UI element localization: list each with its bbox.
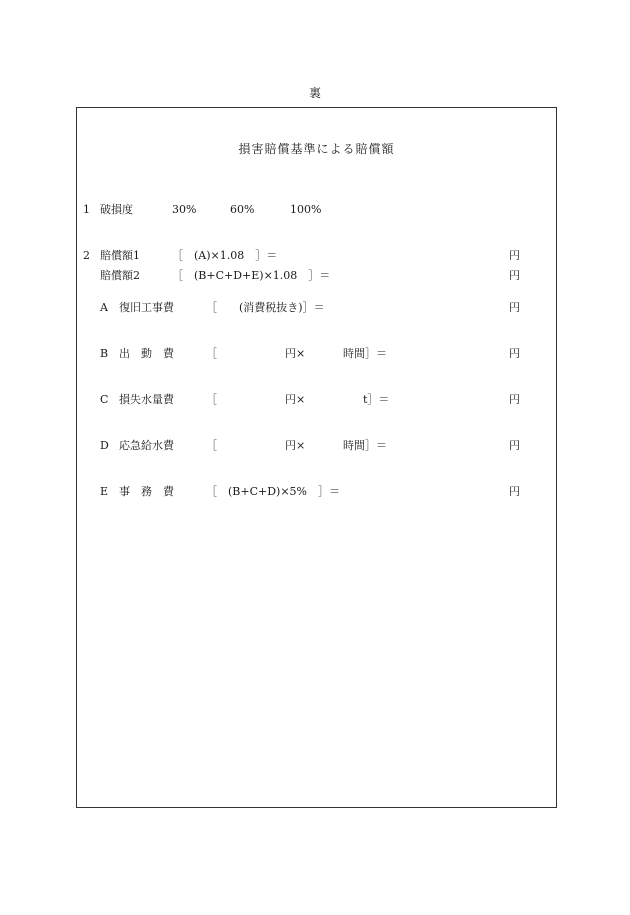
item-end: 時間］＝: [343, 439, 387, 452]
item-letter: E: [100, 485, 109, 498]
item-bracket: ［: [206, 347, 217, 360]
item-name: 損失水量費: [119, 393, 174, 406]
document-title: 損害賠償基準による賠償額: [238, 142, 395, 156]
damage-degree-label: 破損度: [100, 203, 133, 216]
damage-level-60: 60%: [230, 203, 255, 216]
item-end: t］＝: [363, 393, 390, 406]
item-rate: 円×: [285, 347, 306, 360]
compensation-2-formula: ［ (B+C+D+E)×1.08 ］＝: [172, 269, 331, 282]
compensation-2-unit: 円: [509, 269, 520, 282]
damage-level-30: 30%: [172, 203, 197, 216]
item-formula: ［ (B+C+D)×5% ］＝: [206, 485, 341, 498]
item-letter: C: [100, 393, 109, 406]
item-name: 事 務 費: [119, 485, 174, 498]
compensation-1-unit: 円: [509, 249, 520, 262]
compensation-1-formula: ［ (A)×1.08 ］＝: [172, 249, 278, 262]
item-rate: 円×: [285, 439, 306, 452]
section-number: 1: [83, 203, 90, 216]
item-unit: 円: [509, 301, 520, 314]
item-name: 復旧工事費: [119, 301, 174, 314]
item-bracket: ［: [206, 439, 217, 452]
damage-level-100: 100%: [290, 203, 322, 216]
item-letter: A: [100, 301, 108, 314]
item-unit: 円: [509, 439, 520, 452]
item-bracket: ［: [206, 393, 217, 406]
compensation-1-label: 賠償額1: [100, 249, 140, 262]
item-letter: D: [100, 439, 109, 452]
page-side-label: 裏: [308, 86, 321, 100]
item-unit: 円: [509, 347, 520, 360]
item-end: 時間］＝: [343, 347, 387, 360]
section-number: 2: [83, 249, 90, 262]
document-frame: [76, 107, 557, 808]
item-formula: ［ (消費税抜き)］＝: [206, 301, 325, 314]
item-unit: 円: [509, 485, 520, 498]
item-rate: 円×: [285, 393, 306, 406]
item-letter: B: [100, 347, 109, 360]
item-unit: 円: [509, 393, 520, 406]
item-name: 出 動 費: [119, 347, 174, 360]
compensation-2-label: 賠償額2: [100, 269, 140, 282]
item-name: 応急給水費: [119, 439, 174, 452]
